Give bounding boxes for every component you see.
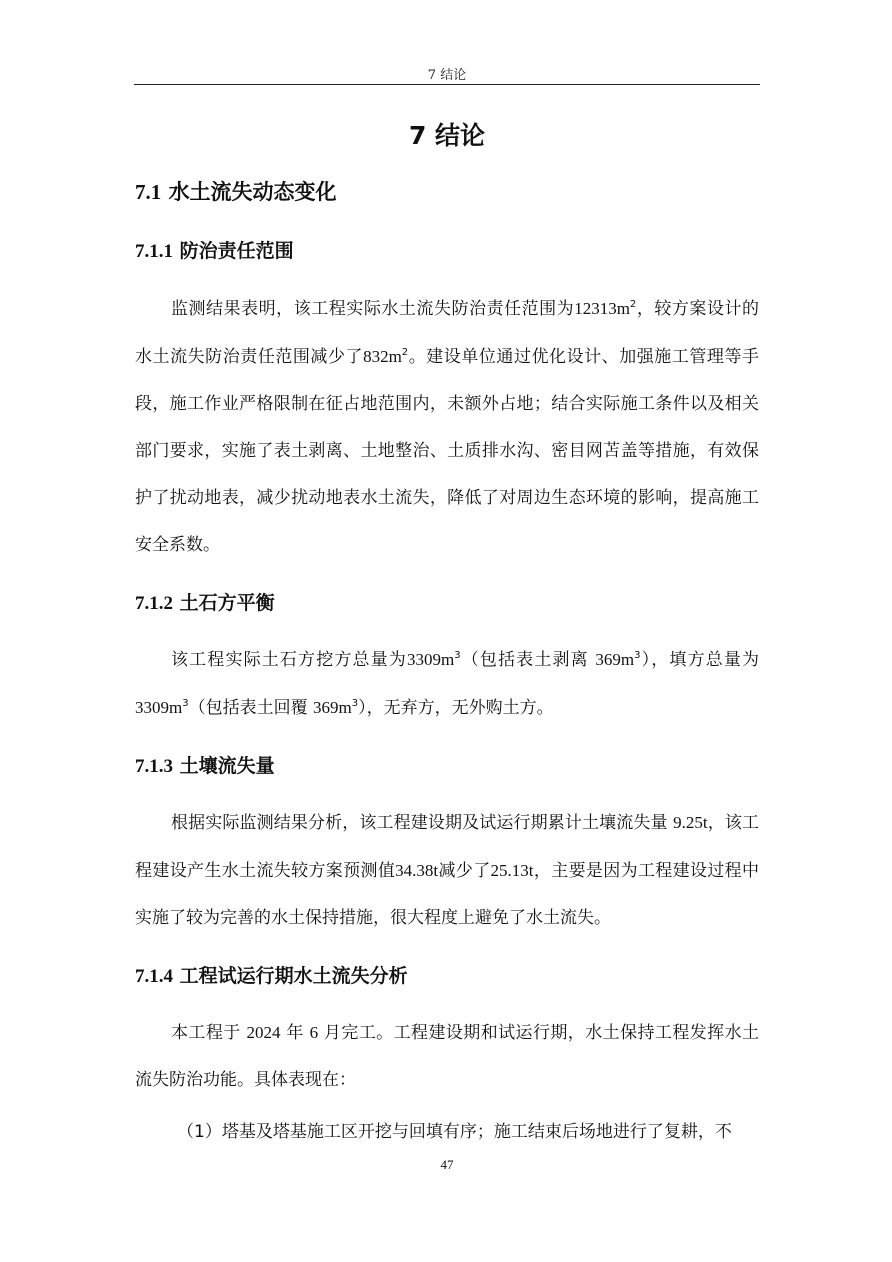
section-title: 水土流失动态变化 [168, 180, 337, 204]
section-number: 7.1.4 [135, 966, 173, 987]
paragraph-list-item-1: （1）塔基及塔基施工区开挖与回填有序；施工结束后场地进行了复耕，不 [177, 1122, 732, 1142]
section-number: 7.1.1 [135, 241, 173, 262]
section-heading-7-1-2 [135, 588, 275, 615]
section-heading-7-1 [135, 176, 337, 206]
paragraph-trial-operation: 本工程于 2024 年 6 月完工。工程建设期和试运行期，水土保持工程发挥水土流失防治功能。具体表现在： [135, 1023, 760, 1090]
paragraph-soil-loss: 根据实际监测结果分析，该工程建设期及试运行期累计土壤流失量 9.25t，该工程建设产生水土流失较方案预测值34.38t减少了25.13t，主要是因为工程建设过程中实施了较为完善的水土保持措施，很大程度上避免了水土流失。 [135, 813, 760, 928]
page-number: 47 [440, 1157, 454, 1172]
section-title: 工程试运行期水土流失分析 [179, 965, 408, 987]
section-number: 7.1.2 [135, 593, 173, 614]
chapter-title: 7 结论 [408, 121, 486, 150]
running-header: 7 结论 [427, 68, 467, 83]
section-number: 7.1 [135, 180, 162, 204]
section-heading-7-1-1 [135, 236, 294, 263]
section-title: 土石方平衡 [179, 592, 275, 614]
paragraph-responsibility-scope: 监测结果表明，该工程实际水土流失防治责任范围为$12313m^2$，较方案设计的水土流失防治责任范围减少了$832m^2$。建设单位通过优化设计、加强施工管理等手段，施工作业严格限制在征占地范围内，未额外占地；结合实际施工条件以及相关部门要求，实施了表土剥离、土地整治、土质排水沟、密目网苫盖等措施，有效保护了扰动地表，减少扰动地表水土流失，降低了对周边生态环境的影响，提高施工安全系数。 [135, 299, 760, 555]
header-rule [134, 84, 760, 85]
section-title: 防治责任范围 [179, 240, 294, 262]
section-heading-7-1-3 [135, 751, 275, 778]
paragraph-earthwork-balance: 该工程实际土石方挖方总量为$3309m^3$（包括表土剥离 $369m^3$），填方总量为$3309m^3$（包括表土回覆 $369m^3$），无弃方，无外购土方。 [135, 650, 760, 718]
section-heading-7-1-4 [135, 961, 408, 988]
section-number: 7.1.3 [135, 756, 173, 777]
section-title: 土壤流失量 [179, 755, 275, 777]
